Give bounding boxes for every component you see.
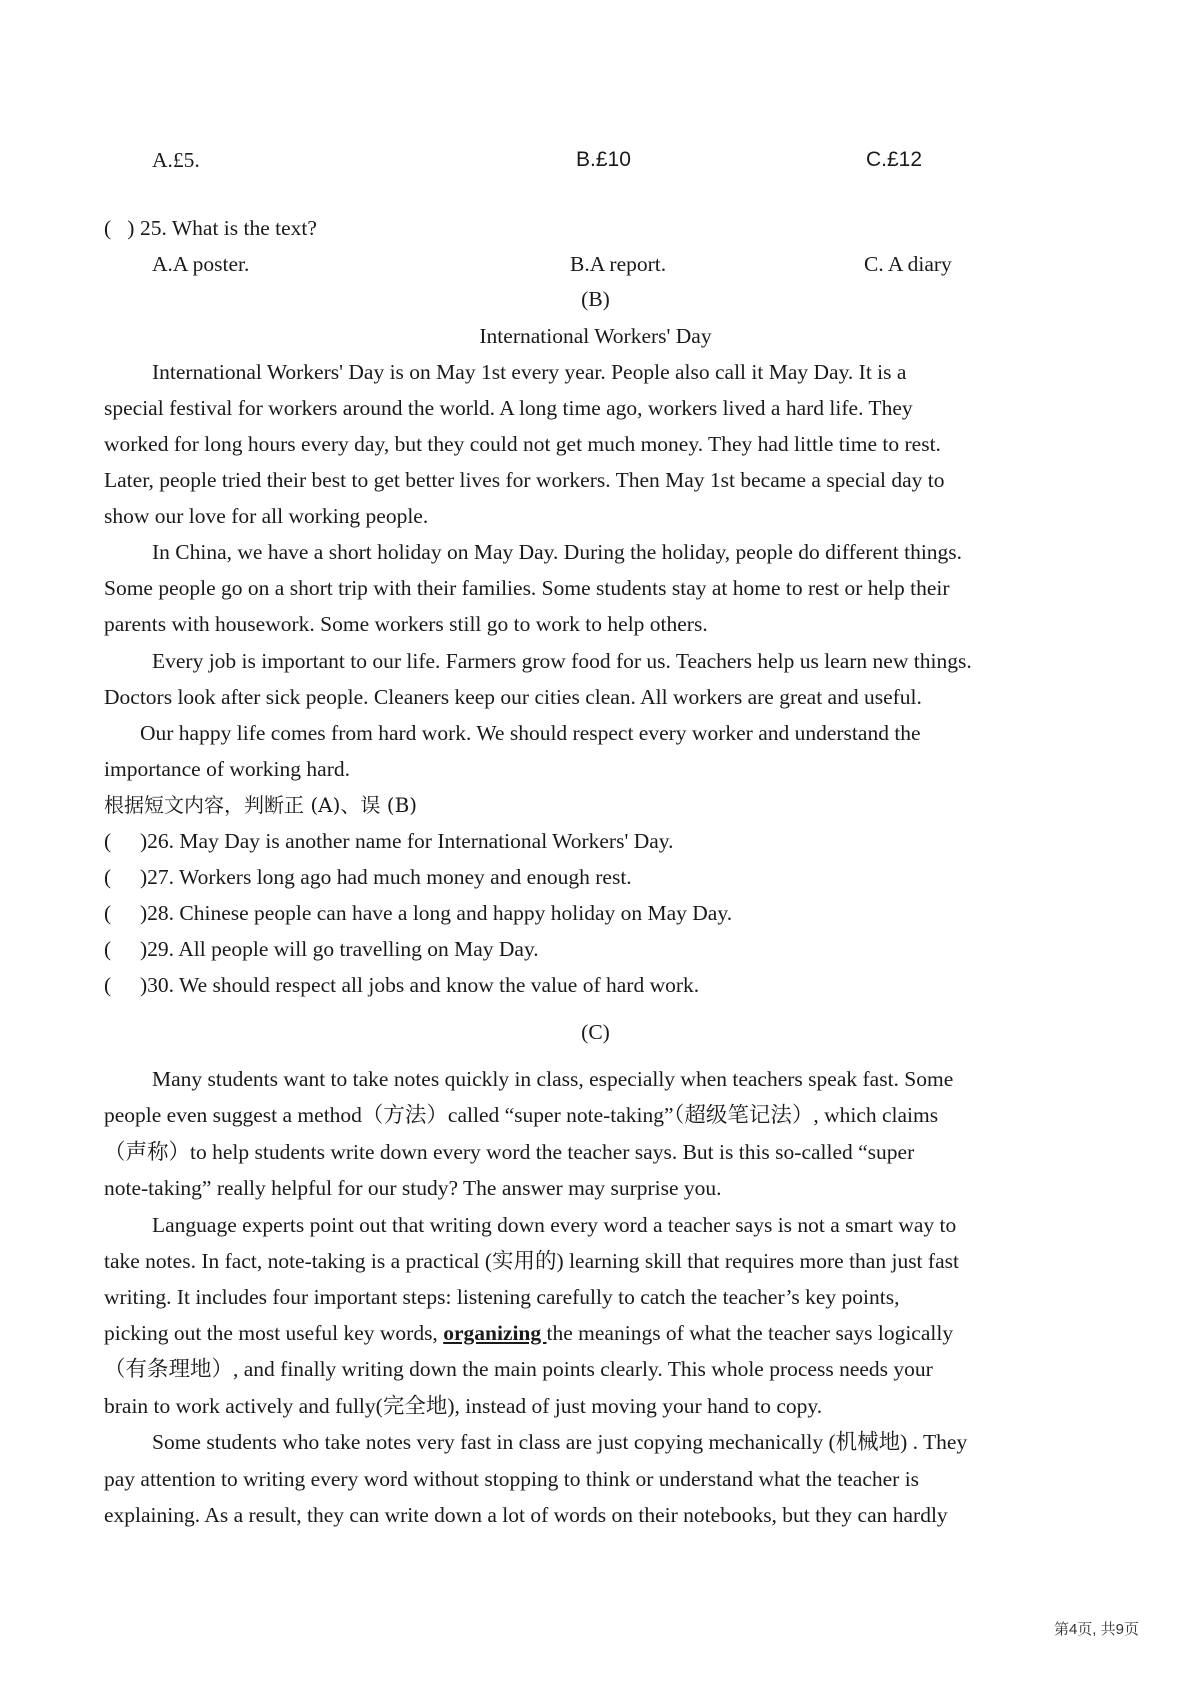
passage-c-line: Some students who take notes very fast in class are just copying mechanically (机械地) . They — [152, 1430, 968, 1454]
passage-c-line: note-taking” really helpful for our study? The answer may surprise you. — [104, 1176, 722, 1200]
passage-b-line: Doctors look after sick people. Cleaners keep our cities clean. All workers are great and useful. — [104, 685, 922, 709]
question-27: ( )27. Workers long ago had much money and enough rest. — [104, 865, 632, 889]
answer-paren: ( ) — [104, 216, 135, 240]
page-number: 第4页, 共9页 — [1053, 1621, 1139, 1638]
passage-c-line: （有条理地）, and finally writing down the main points clearly. This whole process needs your — [104, 1357, 933, 1381]
question-30: ( )30. We should respect all jobs and know the value of hard work. — [104, 973, 700, 997]
passage-b-line: Every job is important to our life. Farmers grow food for us. Teachers help us learn new things. — [152, 649, 972, 673]
passage-c-line: Many students want to take notes quickly in class, especially when teachers speak fast. Some — [152, 1067, 954, 1091]
question-29: ( )29. All people will go travelling on May Day. — [104, 937, 539, 961]
q24-option-c: C.£12 — [866, 148, 923, 171]
passage-b-line: International Workers' Day is on May 1st every year. People also call it May Day. It is a — [152, 360, 907, 384]
passage-c-line: explaining. As a result, they can write down a lot of words on their notebooks, but they can hardly — [104, 1503, 948, 1527]
passage-c-line: （声称）to help students write down every word the teacher says. But is this so-called “super — [104, 1140, 915, 1164]
question-26: ( )26. May Day is another name for International Workers' Day. — [104, 829, 674, 853]
q25-option-c: C. A diary — [864, 252, 952, 276]
question-25-text: 25. What is the text? — [140, 216, 317, 240]
passage-b-line: Our happy life comes from hard work. We should respect every worker and understand the — [140, 721, 921, 745]
question-28: ( )28. Chinese people can have a long and happy holiday on May Day. — [104, 901, 733, 925]
passage-b-line: special festival for workers around the world. A long time ago, workers lived a hard life. They — [104, 396, 913, 420]
passage-b-line: importance of working hard. — [104, 757, 350, 781]
passage-c-line: take notes. In fact, note-taking is a practical (实用的) learning skill that requires more than just fast — [104, 1249, 959, 1273]
passage-b-line: Some people go on a short trip with their families. Some students stay at home to rest or help their — [104, 576, 950, 600]
passage-c-line: writing. It includes four important steps: listening carefully to catch the teacher’s key points, — [104, 1285, 900, 1309]
passage-c-line: pay attention to writing every word without stopping to think or understand what the teacher is — [104, 1467, 920, 1491]
passage-b-line: Later, people tried their best to get better lives for workers. Then May 1st became a special day to — [104, 468, 945, 492]
passage-b-line: In China, we have a short holiday on May Day. During the holiday, people do different things. — [152, 540, 963, 564]
passage-c-line: Language experts point out that writing down every word a teacher says is not a smart way to — [152, 1213, 957, 1237]
section-b-title: International Workers' Day — [479, 324, 712, 348]
q25-option-b: B.A report. — [570, 252, 667, 276]
q24-option-b: B.£10 — [576, 148, 631, 171]
true-false-instruction: 根据短文内容，判断正 (A)、误 (B) — [104, 793, 418, 817]
passage-c-line: brain to work actively and fully(完全地), instead of just moving your hand to copy. — [104, 1394, 823, 1418]
passage-b-line: parents with housework. Some workers still go to work to help others. — [104, 612, 708, 636]
section-b-label: (B) — [581, 287, 610, 311]
section-c-label: (C) — [581, 1020, 610, 1044]
passage-c-line: picking out the most useful key words, organizing the meanings of what the teacher says logically — [104, 1321, 954, 1345]
passage-c-line: people even suggest a method（方法）called “super note-taking”（超级笔记法）, which claims — [104, 1103, 939, 1127]
passage-b-line: show our love for all working people. — [104, 504, 429, 528]
q24-option-a: A.£5. — [152, 148, 200, 172]
q25-option-a: A.A poster. — [152, 252, 250, 276]
passage-b-line: worked for long hours every day, but they could not get much money. They had little time to rest. — [104, 432, 941, 456]
question-25 — [104, 214, 317, 242]
underlined-word: organizing — [443, 1321, 547, 1345]
